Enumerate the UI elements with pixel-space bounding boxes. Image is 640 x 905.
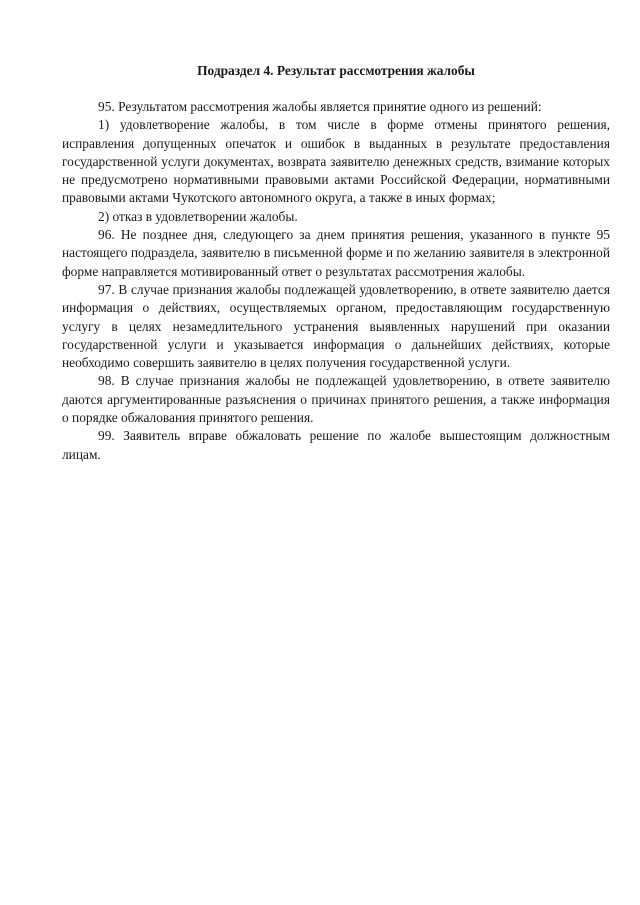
paragraph-99: 99. Заявитель вправе обжаловать решение по жалобе вышестоящим должностным лицам. (62, 428, 610, 462)
paragraph-96: 96. Не позднее дня, следующего за днем принятия решения, указанного в пункте 95 настоящего подраздела, заявителю в письменной форме и по желанию заявителя в электронной форме направляется мотивированный ответ о результатах рассмотрения жалобы. (62, 227, 610, 279)
paragraph-95-item-2: 2) отказ в удовлетворении жалобы. (98, 208, 298, 224)
section-heading: Подраздел 4. Результат рассмотрения жалобы (197, 63, 475, 78)
document-page (62, 62, 610, 464)
paragraph-98: 98. В случае признания жалобы не подлежащей удовлетворению, в ответе заявителю даются аргументированные разъяснения о причинах принятого решения, а также информация о порядке обжалования принятого решения. (62, 373, 610, 426)
paragraph-95-item-1: 1) удовлетворение жалобы, в том числе в форме отмены принятого решения, исправления допущенных опечаток и ошибок в выданных в результате предоставления государственной услуги документах, возврата заявителю денежных средств, взимание которых не предусмотрено нормативными правовыми актами Российской Федерации, нормативными правовыми актами Чукотского автономного округа, а также в иных формах; (62, 117, 610, 206)
paragraph-95: 95. Результатом рассмотрения жалобы является принятие одного из решений: (98, 99, 542, 114)
paragraph-97: 97. В случае признания жалобы подлежащей удовлетворению, в ответе заявителю дается информация о действиях, осуществляемых органом, предоставляющим государственную услугу в целях незамедлительного устранения выявленных нарушений при оказании государственной услуги и указывается информация о дальнейших действиях, которые необходимо совершить заявителю в целях получения государственной услуги. (62, 281, 610, 371)
